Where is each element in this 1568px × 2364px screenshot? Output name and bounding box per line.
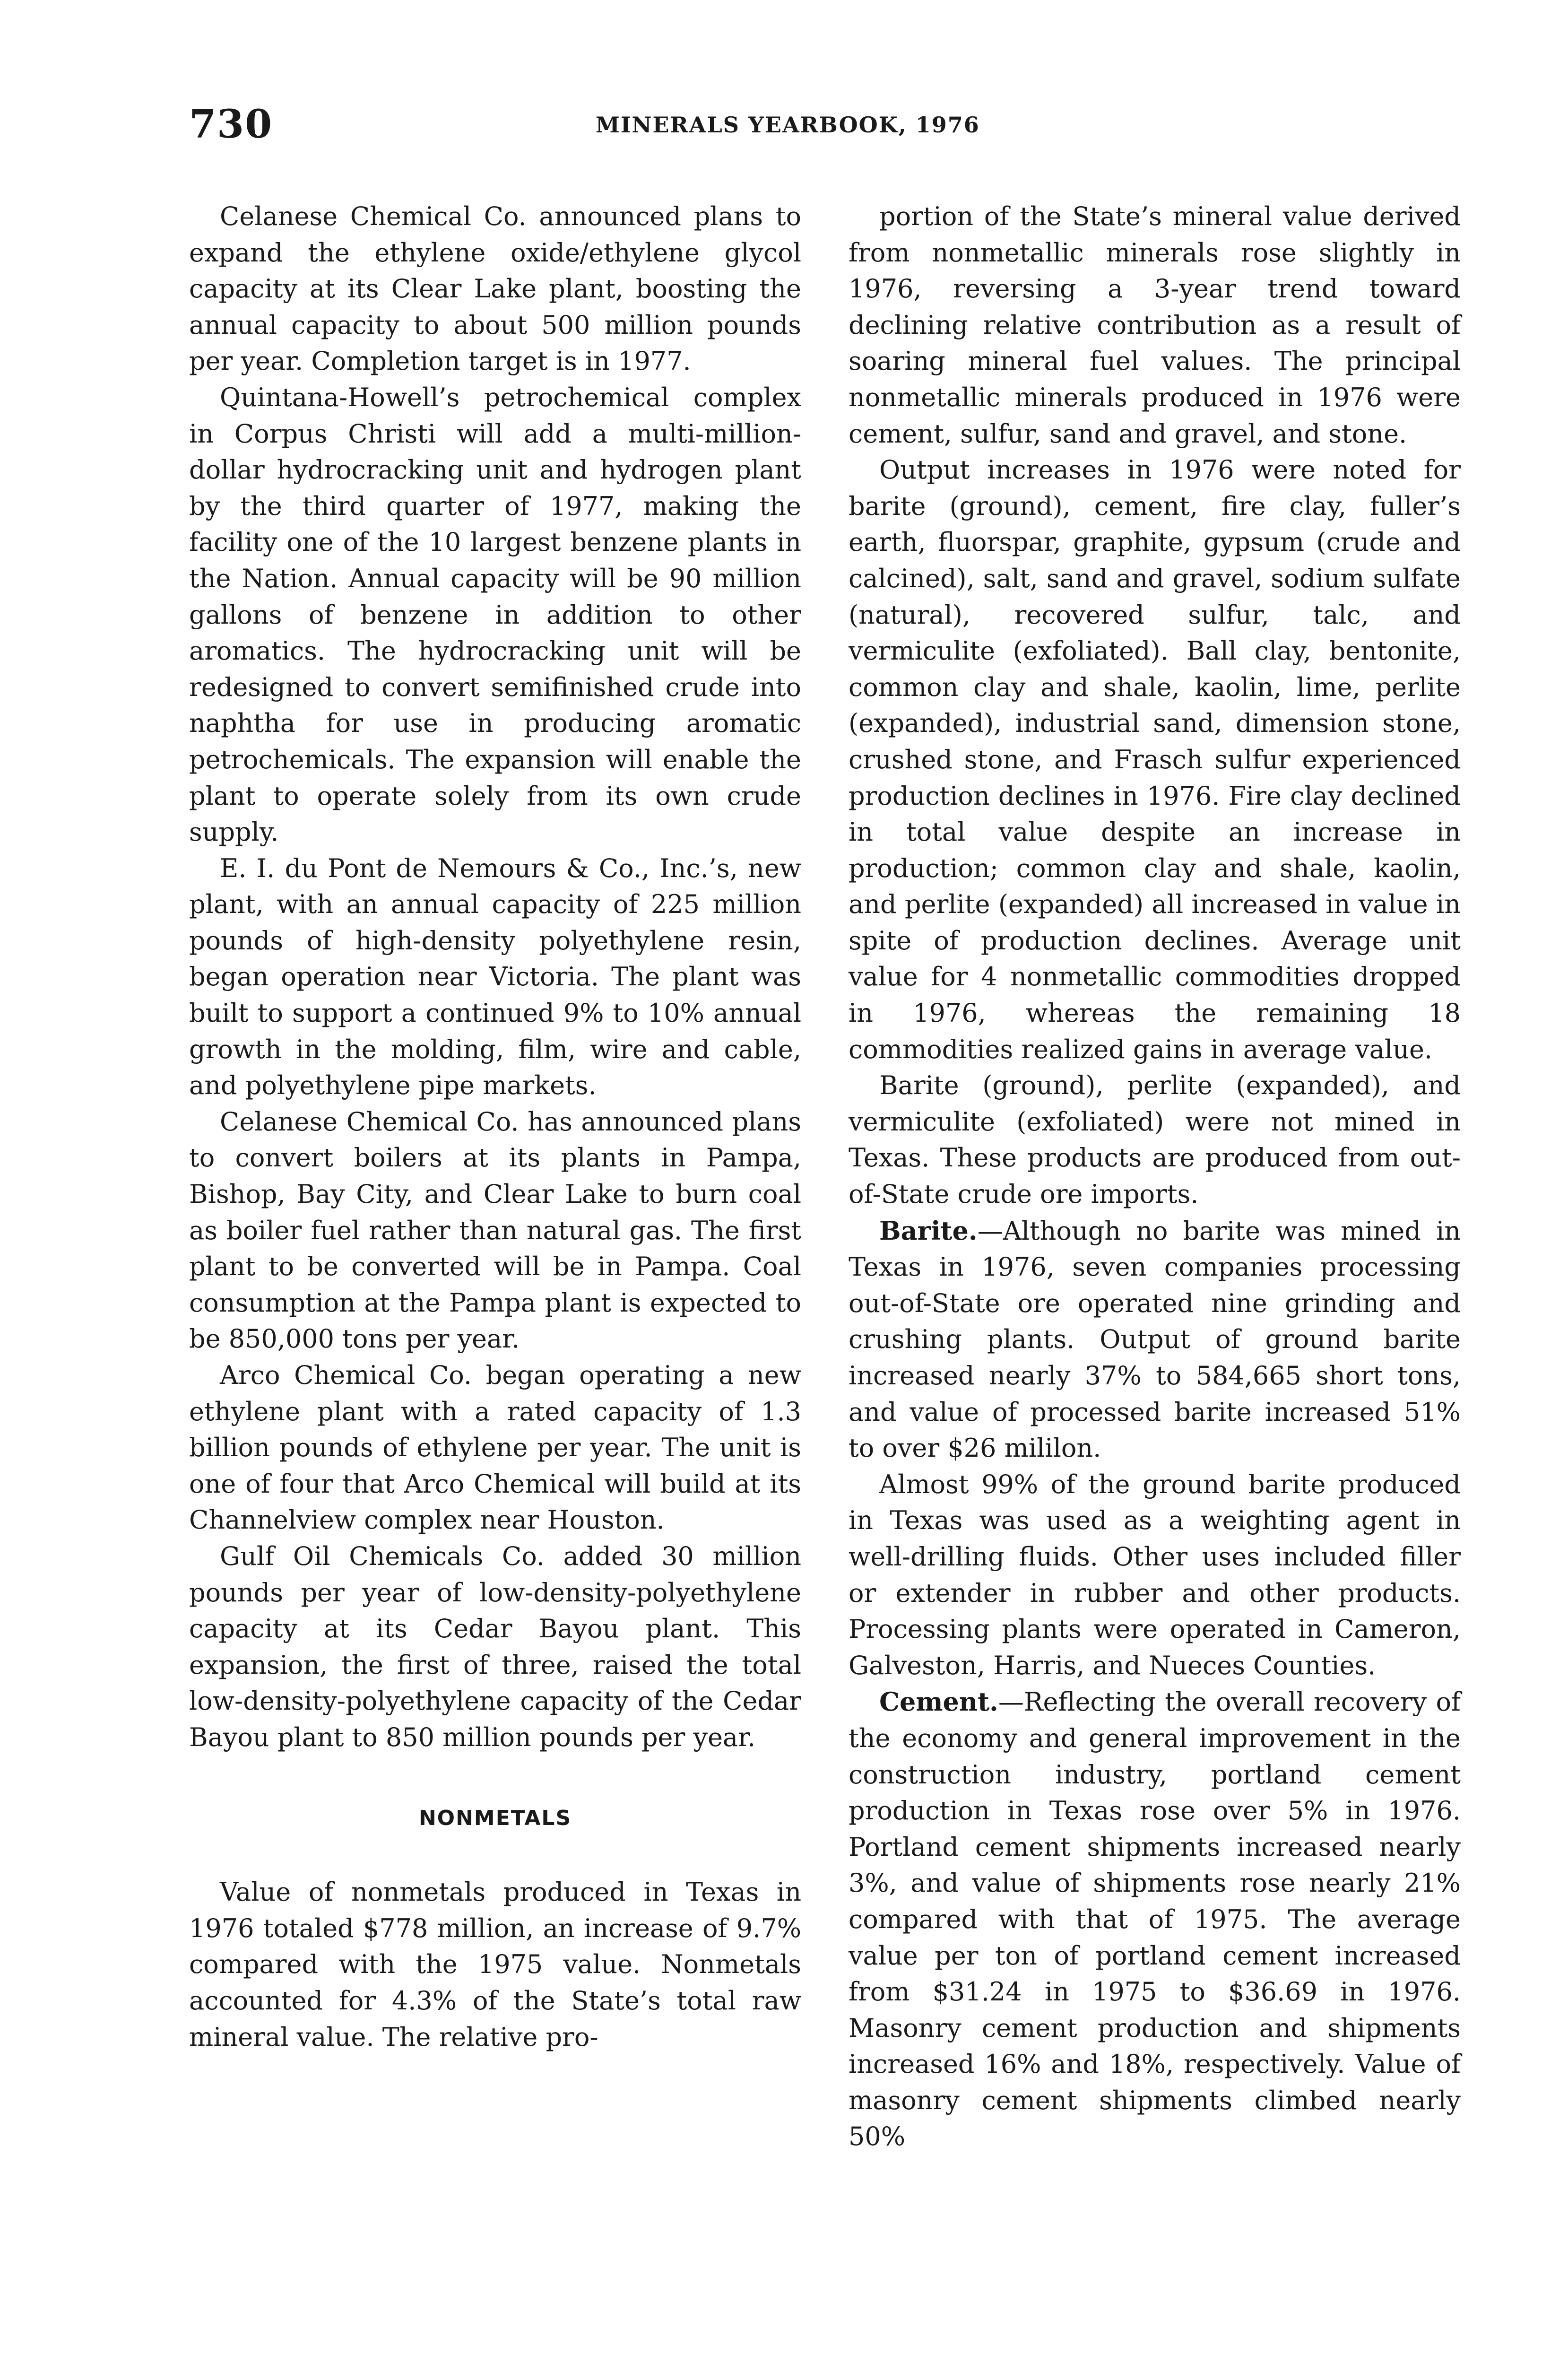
paragraph-celanese-expansion: Celanese Chemical Co. announced plans to expand the ethylene oxide/ethylene glycol capacity at its Clear Lake plant, boosting the annual capacity to about 500 million pounds per year. Completion target is in 1977. — [189, 201, 801, 376]
cement-text: —Reflecting the overall recovery of the economy and general improvement in the construction industry, portland cement production in Texas rose over 5% in 1976. Portland cement shipments increased nearly 3%, and value of shipments rose nearly 21% compared with that of 1975. The average value per ton of portland cement increased from $31.24 in 1975 to $36.69 in 1976. Masonry cement production and shipments increased 16% and 18%, respectively. Value of masonry cement shipments climbed nearly 50% — [849, 1687, 1461, 2152]
paragraph-relative-proportion: portion of the State’s mineral value derived from nonmetallic minerals rose slightly in 1976, reversing a 3-year trend toward declining relative contribution as a result of soaring mineral fuel values. The principal nonmetallic minerals produced in 1976 were cement, sulfur, sand and gravel, and stone. — [849, 201, 1461, 449]
paragraph-not-mined: Barite (ground), perlite (expanded), and vermiculite (exfoliated) were not mined in Texas. These products are produced from out-of-State crude ore imports. — [849, 1070, 1461, 1209]
paragraph-cement — [849, 1684, 1461, 2155]
paragraph-celanese-coal: Celanese Chemical Co. has announced plans to convert boilers at its plants in Pampa, Bishop, Bay City, and Clear Lake to burn coal as boiler fuel rather than natural gas. The first plant to be converted will be in Pampa. Coal consumption at the Pampa plant is expected to be 850,000 tons per year. — [189, 1106, 801, 1354]
paragraph-barite-uses: Almost 99% of the ground barite produced in Texas was used as a weighting agent in well-drilling fluids. Other uses included filler or extender in rubber and other products. Processing plants were operated in Cameron, Galveston, Harris, and Nueces Counties. — [849, 1469, 1461, 1680]
right-column — [849, 199, 1461, 2155]
section-heading-nonmetals: NONMETALS — [418, 1806, 572, 1830]
paragraph-du-pont: E. I. du Pont de Nemours & Co., Inc.’s, new plant, with an annual capacity of 225 million pounds of high-density polyethylene resin, began operation near Victoria. The plant was built to support a continued 9% to 10% annual growth in the molding, film, wire and cable, and polyethylene pipe markets. — [189, 853, 801, 1101]
left-column — [189, 199, 801, 2055]
paragraph-output-increases: Output increases in 1976 were noted for barite (ground), cement, fire clay, fuller’s earth, fluorspar, graphite, gypsum (crude and calcined), salt, sand and gravel, sodium sulfate (natural), recovered sulfur, talc, and vermiculite (exfoliated). Ball clay, bentonite, common clay and shale, kaolin, lime, perlite (expanded), industrial sand, dimension stone, crushed stone, and Frasch sulfur experienced production declines in 1976. Fire clay declined in total value despite an increase in production; common clay and shale, kaolin, and perlite (expanded) all increased in value in spite of production declines. Average unit value for 4 nonmetallic commodities dropped in 1976, whereas the remaining 18 commodities realized gains in average value. — [849, 455, 1461, 1064]
page-header — [189, 102, 1489, 154]
paragraph-nonmetals-value: Value of nonmetals produced in Texas in 1976 totaled $778 million, an increase of 9.7% compared with the 1975 value. Nonmetals accounted for 4.3% of the State’s total raw mineral value. The relative pro- — [189, 1877, 801, 2052]
barite-text: —Although no barite was mined in Texas in 1976, seven companies processing out-of-State ore operated nine grinding and crushing plants. Output of ground barite increased nearly 37% to 584,665 short tons, and value of processed barite increased 51% to over $26 mililon. — [849, 1216, 1461, 1463]
barite-run-in-heading: Barite. — [879, 1215, 978, 1246]
running-title: MINERALS YEARBOOK, 1976 — [596, 112, 980, 138]
paragraph-quintana-howell: Quintana-Howell’s petrochemical complex in Corpus Christi will add a multi-million-dollar hydrocracking unit and hydrogen plant by the third quarter of 1977, making the facility one of the 10 largest benzene plants in the Nation. Annual capacity will be 90 million gallons of benzene in addition to other aromatics. The hydrocracking unit will be redesigned to convert semifinished crude into naphtha for use in producing aromatic petrochemicals. The expansion will enable the plant to operate solely from its own crude supply. — [189, 382, 801, 847]
page-number: 730 — [189, 102, 273, 147]
paragraph-arco: Arco Chemical Co. began operating a new ethylene plant with a rated capacity of 1.3 billion pounds of ethylene per year. The unit is one of four that Arco Chemical will build at its Channelview complex near Houston. — [189, 1360, 801, 1535]
cement-run-in-heading: Cement. — [879, 1686, 998, 1717]
paragraph-barite — [849, 1213, 1461, 1467]
paragraph-gulf-oil: Gulf Oil Chemicals Co. added 30 million pounds per year of low-density-polyethylene capacity at its Cedar Bayou plant. This expansion, the first of three, raised the total low-density-polyethylene capacity of the Cedar Bayou plant to 850 million pounds per year. — [189, 1541, 801, 1752]
